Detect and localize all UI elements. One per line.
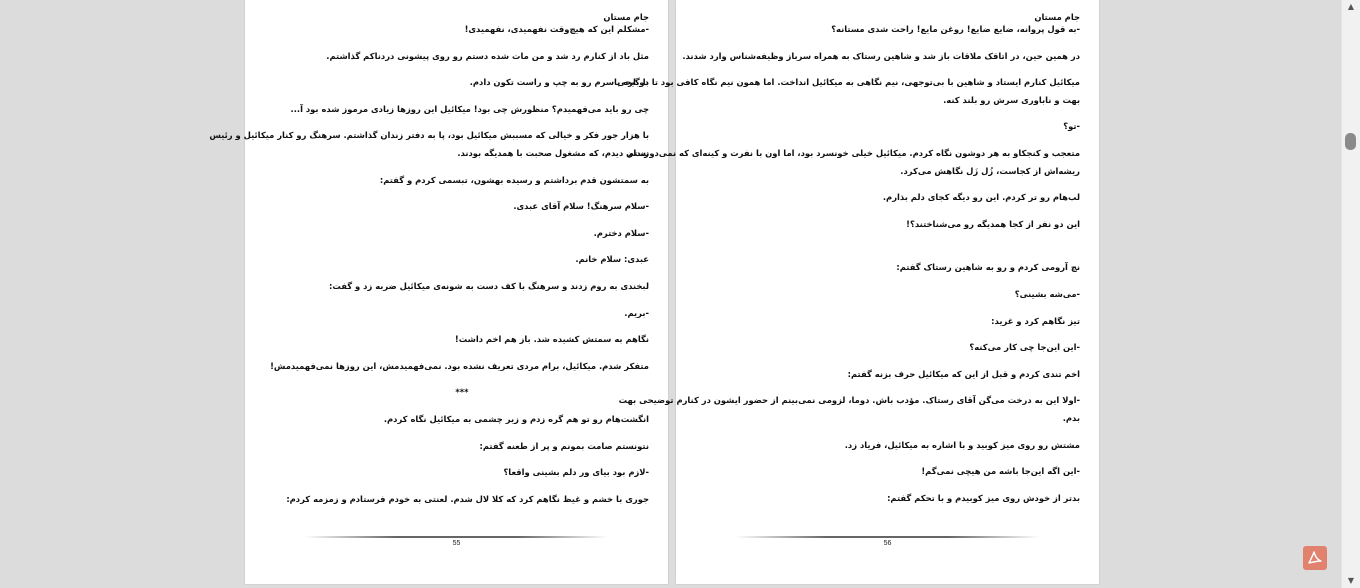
running-header: جام مستان [1034, 12, 1080, 22]
text-line: نگاهم به سمتش کشیده شد. باز هم اخم داشت! [454, 334, 649, 345]
pdf-acrobat-icon [1307, 550, 1323, 566]
text-line: لب‌هام رو تر کردم. این رو دیگه کجای دلم بذارم. [882, 192, 1080, 203]
scrollbar-thumb[interactable] [1345, 133, 1356, 150]
text-line: -به قول پروانه، ضایع ضایع! روغن مایع! راحت شدی مستانه؟ [831, 24, 1080, 34]
text-line: -مشکلم این که هیچ‌وقت نفهمیدی، نفهمیدی! [464, 24, 649, 34]
text-line: عبدی: سلام خانم. [575, 254, 649, 265]
running-header: جام مستان [603, 12, 649, 22]
scene-break: *** [455, 387, 469, 398]
text-line: با هزار جور فکر و خیالی که مسببش میکائیل بود، پا به دفتر زندان گذاشتم. سرهنگ رو کنار میکائیل و رئیس [209, 130, 649, 141]
text-line: متعجب و کنجکاو به هر دوشون نگاه کردم. میکائیل خیلی خونسرد بود، اما اون با نفرت و کینه‌ای که نمی‌دونستم [627, 147, 1080, 158]
page-number: 55 [452, 540, 461, 547]
footer-divider [305, 536, 608, 538]
page-number: 56 [883, 540, 892, 547]
text-line: جوری با خشم و غیظ نگاهم کرد که کلا لال شدم. لعنتی به خودم فرستادم و زمزمه کردم: [286, 493, 649, 504]
text-line: چی رو باید می‌فهمیدم؟ منظورش چی بود! میکائیل این روزها زیادی مرموز شده بود آ... [290, 103, 649, 114]
text-line: انگشت‌هام رو تو هم گره زدم و زیر چشمی به میکائیل نگاه کردم. [383, 413, 649, 424]
text-line: نچ آرومی کردم و رو به شاهین رستاک گفتم: [896, 262, 1080, 273]
vertical-scrollbar[interactable] [1341, 0, 1360, 588]
text-line: تیز نگاهم کرد و غرید: [991, 315, 1080, 326]
text-line: نتونستم صامت بمونم و پر از طعنه گفتم: [479, 440, 649, 451]
text-line: این دو نفر از کجا همدیگه رو می‌شناختند؟! [906, 218, 1080, 229]
text-line: بدم. [1062, 412, 1080, 423]
text-line: -اولا این به درخت می‌گن آقای رستاک. مؤدب باش. دوما، لزومی نمی‌بینم از حضور ایشون در کنارم توضیحی بهت [618, 395, 1080, 406]
text-line: -لازم بود بیای ور دلم بشینی واقعا؟ [503, 467, 649, 478]
text-line: میکائیل کنارم ایستاد و شاهین با بی‌توجهی، نیم نگاهی به میکائیل انداخت. اما همون نیم نگاه کافی بود تا دوباره با [614, 77, 1080, 88]
text-line: مشتش رو روی میز کوبید و با اشاره به میکائیل، فریاد زد. [844, 439, 1080, 450]
text-line: -می‌شه بشینی؟ [1014, 288, 1080, 299]
text-line: ریشه‌اش از کجاست، زُل زَل نگاهش می‌کرد. [900, 165, 1080, 176]
text-line: -سلام سرهنگ! سلام آقای عبدی. [513, 201, 649, 212]
text-line: بهت و ناباوری سرش رو بلند کنه. [943, 94, 1080, 105]
page-55-text [209, 10, 649, 517]
page-55 [209, 0, 668, 584]
text-line: با گیجی سرم رو به چپ و راست تکون دادم. [469, 77, 649, 88]
text-line: -این اگه این‌جا باشه من هیچی نمی‌گم! [921, 466, 1080, 477]
text-line: اخم تندی کردم و قبل از این که میکائیل حرف بزنه گفتم: [847, 368, 1080, 379]
footer-divider [736, 536, 1039, 538]
text-line: بدتر از خودش روی میز کوبیدم و با تحکم گفتم: [887, 492, 1080, 503]
text-line: زندان دیدم، که مشغول صحبت با همدیگه بودند. [457, 147, 649, 158]
text-line: متفکر شدم. میکائیل، برام مردی تعریف نشده بود. نمی‌فهمیدمش، این روزها نمی‌فهمیدمش! [270, 360, 649, 371]
text-line: به سمتشون قدم برداشتم و رسیده بهشون، تبسمی کردم و گفتم: [379, 174, 649, 185]
text-line: در همین حین، در اتاقک ملاقات باز شد و شاهین رستاک به همراه سرباز وظیفه‌شناس وارد شدند. [682, 50, 1080, 61]
pdf-button[interactable] [1303, 546, 1327, 570]
text-line: مثل باد از کنارم رد شد و من مات شده دستم رو روی پیشونی دردناکم گذاشتم. [326, 50, 649, 61]
text-line: -سلام دخترم. [593, 227, 649, 238]
text-line: لبخندی به روم زدند و سرهنگ با کف دست به شونه‌ی میکائیل ضربه زد و گفت: [329, 280, 649, 291]
text-line: -بریم. [624, 307, 649, 318]
scroll-down-arrow[interactable]: ▼ [1347, 576, 1355, 585]
text-line: -این این‌جا چی کار می‌کنه؟ [969, 342, 1080, 353]
scroll-up-arrow[interactable]: ▲ [1347, 2, 1355, 11]
text-line: -تو؟ [1063, 121, 1080, 132]
